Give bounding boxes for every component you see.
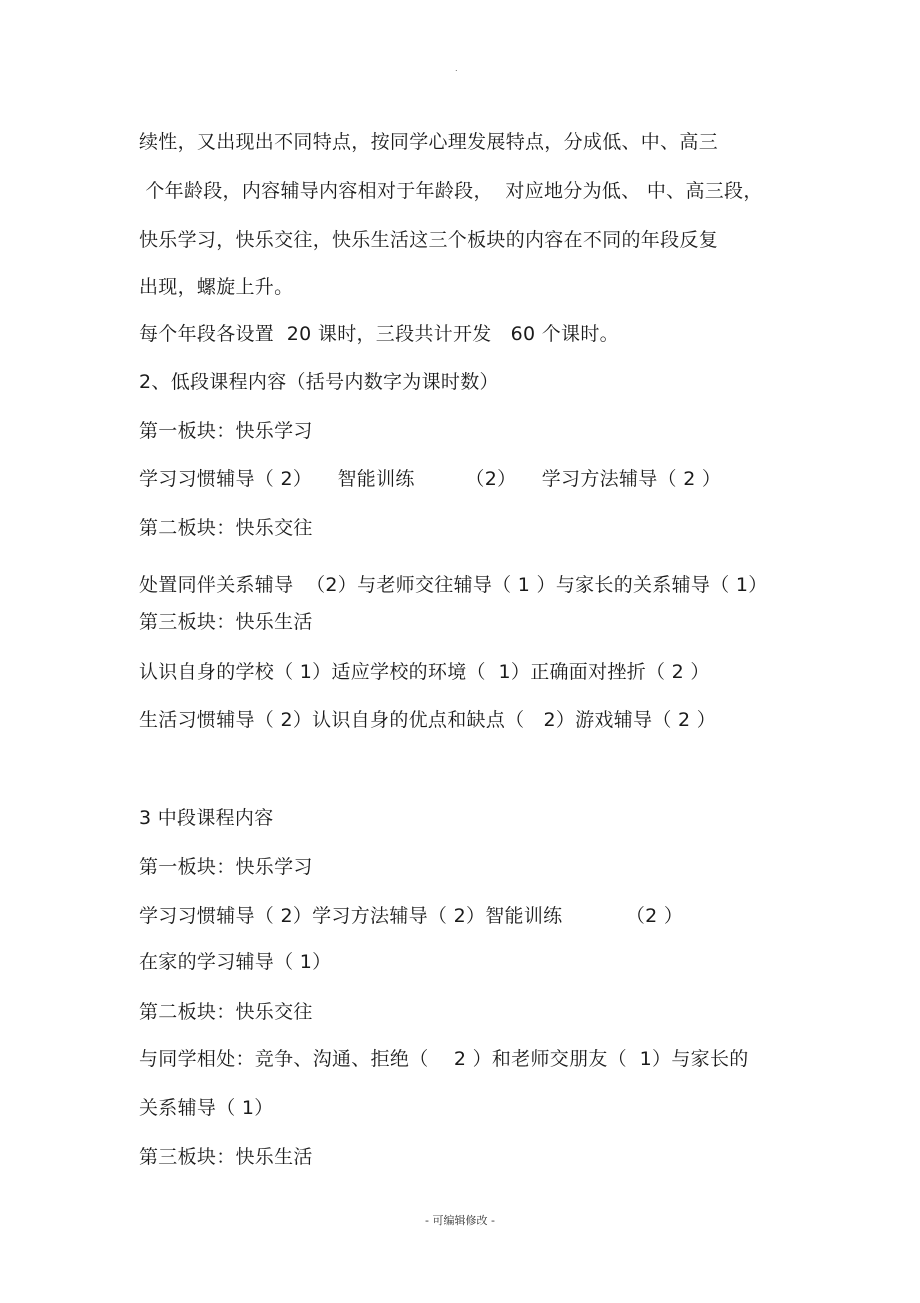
block-heading: 第三板块：快乐生活 — [139, 1146, 313, 1168]
section-heading: 3 中段课程内容 — [139, 807, 274, 829]
text-line: 每个年段各设置 20 课时，三段共计开发 60 个课时。 — [139, 323, 619, 345]
text-line: 认识自身的学校（ 1）适应学校的环境（ 1）正确面对挫折（ 2 ） — [139, 661, 710, 683]
text-line: 学习习惯辅导（ 2） 智能训练 （2） 学习方法辅导（ 2 ） — [139, 468, 722, 490]
header-mark: . — [455, 64, 458, 73]
text-line: 学习习惯辅导（ 2）学习方法辅导（ 2）智能训练 （2 ） — [139, 905, 684, 927]
text-line: 生活习惯辅导（ 2）认识自身的优点和缺点（ 2）游戏辅导（ 2 ） — [139, 709, 717, 731]
block-heading: 第二板块：快乐交往 — [139, 1001, 313, 1023]
text-line: 快乐学习，快乐交往，快乐生活这三个板块的内容在不同的年段反复 — [139, 229, 719, 251]
text-line: 出现，螺旋上升。 — [139, 276, 294, 298]
section-heading: 2、低段课程内容（括号内数字为课时数） — [139, 371, 499, 393]
block-heading: 第一板块：快乐学习 — [139, 856, 313, 878]
block-heading: 第三板块：快乐生活 — [139, 611, 313, 633]
text-line: 处置同伴关系辅导 （2）与老师交往辅导（ 1 ）与家长的关系辅导（ 1） — [139, 574, 768, 596]
text-line: 续性，又出现出不同特点，按同学心理发展特点，分成低、中、高三 — [139, 131, 719, 153]
text-line: 在家的学习辅导（ 1） — [139, 951, 332, 973]
text-line: 个年龄段，内容辅导内容相对于年龄段， 对应地分为低、 中、高三段， — [139, 180, 763, 202]
page-footer: - 可编辑修改 - — [425, 1214, 495, 1227]
text-line: 关系辅导（ 1） — [139, 1097, 274, 1119]
block-heading: 第二板块：快乐交往 — [139, 517, 313, 539]
text-line: 与同学相处：竞争、沟通、拒绝（ 2 ）和老师交朋友（ 1）与家长的 — [139, 1048, 749, 1070]
block-heading: 第一板块：快乐学习 — [139, 420, 313, 442]
